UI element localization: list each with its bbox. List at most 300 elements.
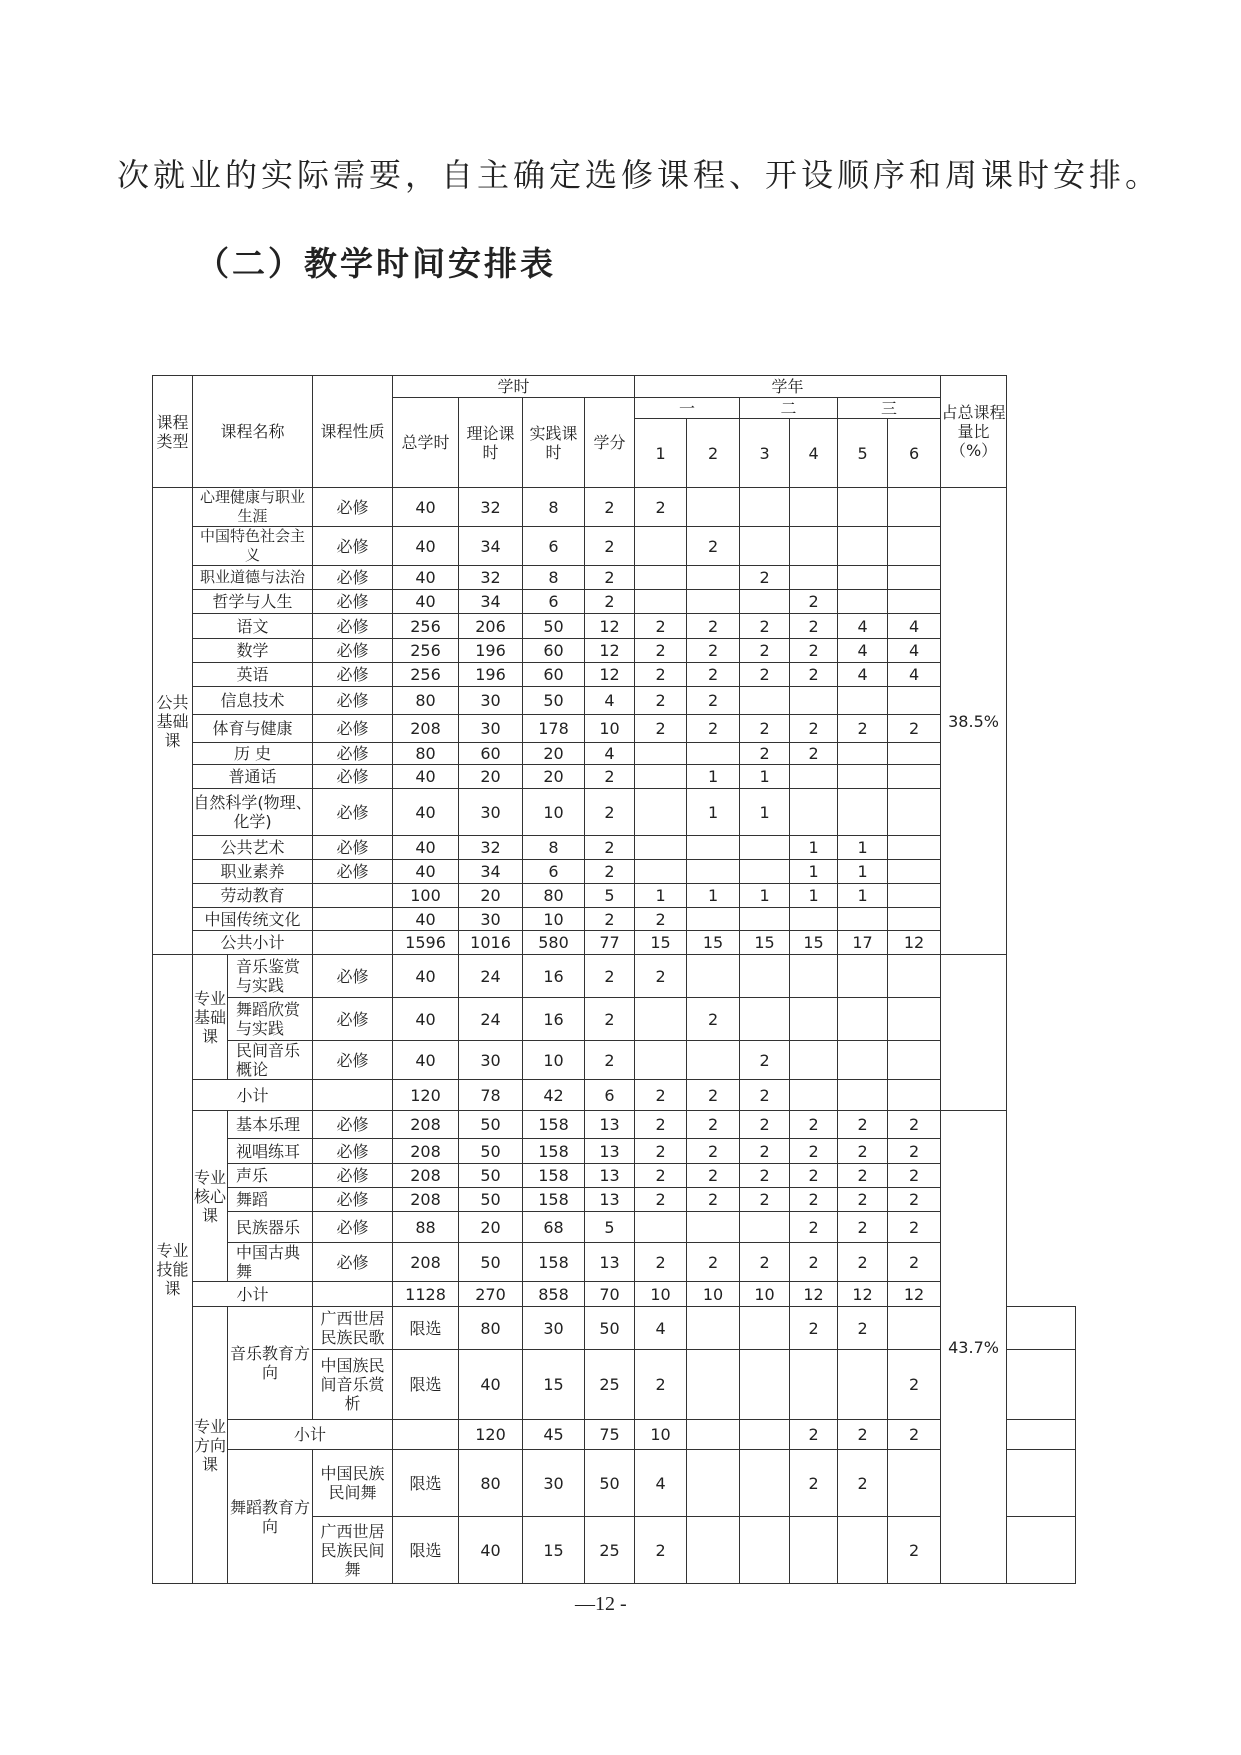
value-cell-s5 xyxy=(838,955,888,998)
table-row xyxy=(153,931,1076,955)
value-cell-theory: 32 xyxy=(459,836,523,860)
table-row xyxy=(153,663,1076,687)
value-cell-practice: 80 xyxy=(523,884,585,908)
course-name: 普通话 xyxy=(193,765,313,789)
value-cell-practice: 158 xyxy=(523,1188,585,1212)
course-nature xyxy=(313,908,393,931)
value-cell-s6 xyxy=(1007,1307,1076,1350)
value-cell-s3 xyxy=(740,590,790,614)
empty-cell xyxy=(313,1080,393,1111)
value-cell-total: 40 xyxy=(393,955,459,998)
value-cell-s4 xyxy=(838,1517,888,1584)
table-row xyxy=(153,376,1076,398)
value-cell-total: 80 xyxy=(459,1450,523,1517)
value-cell-s3: 2 xyxy=(740,614,790,639)
course-nature: 必修 xyxy=(313,1164,393,1188)
value-cell-s1: 1 xyxy=(635,884,687,908)
header-credits: 学分 xyxy=(585,398,635,488)
value-cell-s6: 2 xyxy=(888,715,941,743)
value-cell-theory: 50 xyxy=(459,1188,523,1212)
header-semester-2: 2 xyxy=(687,419,740,488)
value-cell-theory: 78 xyxy=(459,1080,523,1111)
table-row xyxy=(153,998,1076,1041)
value-cell-credit: 2 xyxy=(585,488,635,527)
header-theory-hours: 理论课时 xyxy=(459,398,523,488)
value-cell-s1 xyxy=(635,743,687,765)
section-title: （二）教学时间安排表 xyxy=(196,244,556,283)
value-cell-s2 xyxy=(687,908,740,931)
table-row xyxy=(153,1307,1076,1350)
value-cell-theory: 34 xyxy=(459,527,523,566)
schedule-body xyxy=(153,376,1076,1584)
value-cell-practice: 60 xyxy=(523,663,585,687)
course-nature: 必修 xyxy=(313,860,393,884)
value-cell-s2: 2 xyxy=(687,527,740,566)
course-nature: 必修 xyxy=(313,743,393,765)
value-cell-s4: 15 xyxy=(790,931,838,955)
table-row xyxy=(153,1041,1076,1080)
value-cell-total: 120 xyxy=(459,1420,523,1450)
value-cell-s2: 2 xyxy=(687,1111,740,1139)
value-cell-s3 xyxy=(740,527,790,566)
value-cell-s5 xyxy=(838,1041,888,1080)
value-cell-practice: 60 xyxy=(523,639,585,663)
intro-paragraph: 次就业的实际需要，自主确定选修课程、开设顺序和周课时安排。 xyxy=(117,156,1162,194)
value-cell-practice: 8 xyxy=(523,836,585,860)
value-cell-credit: 2 xyxy=(635,1350,687,1420)
empty-ratio-cell xyxy=(941,955,1007,1111)
value-cell-s6 xyxy=(1007,1517,1076,1584)
value-cell-s3: 1 xyxy=(740,884,790,908)
value-cell-practice: 42 xyxy=(523,1080,585,1111)
value-cell-s2: 2 xyxy=(687,1139,740,1164)
value-cell-theory: 32 xyxy=(459,488,523,527)
value-cell-s1: 2 xyxy=(635,955,687,998)
header-hours: 学时 xyxy=(393,376,635,398)
value-cell-s4: 2 xyxy=(838,1307,888,1350)
value-cell-s1 xyxy=(635,998,687,1041)
value-cell-theory: 196 xyxy=(459,639,523,663)
course-nature: 必修 xyxy=(313,998,393,1041)
value-cell-s1 xyxy=(687,1350,740,1420)
value-cell-s4 xyxy=(790,789,838,836)
header-semester-3: 3 xyxy=(740,419,790,488)
course-nature: 限选 xyxy=(393,1517,459,1584)
value-cell-s4 xyxy=(838,1350,888,1420)
table-row xyxy=(153,687,1076,715)
value-cell-theory: 50 xyxy=(459,1111,523,1139)
value-cell-s1: 2 xyxy=(635,614,687,639)
value-cell-s1: 2 xyxy=(635,908,687,931)
value-cell-s4 xyxy=(790,687,838,715)
value-cell-s1 xyxy=(635,566,687,590)
value-cell-s4: 2 xyxy=(790,614,838,639)
category-professional-skill: 专业技能课 xyxy=(153,955,193,1584)
value-cell-s3 xyxy=(740,836,790,860)
course-nature: 必修 xyxy=(313,614,393,639)
course-nature: 限选 xyxy=(393,1450,459,1517)
value-cell-s6: 12 xyxy=(888,931,941,955)
course-nature: 必修 xyxy=(313,955,393,998)
table-row xyxy=(153,488,1076,527)
value-cell-s2: 2 xyxy=(687,1080,740,1111)
value-cell-s5: 2 xyxy=(838,1188,888,1212)
value-cell-practice: 16 xyxy=(523,998,585,1041)
value-cell-theory: 50 xyxy=(459,1139,523,1164)
course-nature: 必修 xyxy=(313,639,393,663)
value-cell-s4 xyxy=(790,998,838,1041)
value-cell-s4: 2 xyxy=(790,639,838,663)
value-cell-s2 xyxy=(687,488,740,527)
value-cell-theory: 196 xyxy=(459,663,523,687)
table-row xyxy=(153,860,1076,884)
value-cell-s5: 1 xyxy=(838,884,888,908)
value-cell-s6 xyxy=(888,1080,941,1111)
value-cell-s2: 2 xyxy=(687,1188,740,1212)
course-nature: 必修 xyxy=(313,687,393,715)
value-cell-total: 208 xyxy=(393,1243,459,1282)
value-cell-s5 xyxy=(838,998,888,1041)
value-cell-practice: 50 xyxy=(523,614,585,639)
value-cell-s4: 12 xyxy=(790,1282,838,1307)
value-cell-credit: 12 xyxy=(585,639,635,663)
value-cell-s5: 4 xyxy=(838,639,888,663)
value-cell-s1: 2 xyxy=(635,1164,687,1188)
course-nature: 必修 xyxy=(313,1041,393,1080)
value-cell-s1: 2 xyxy=(635,1080,687,1111)
course-nature: 必修 xyxy=(313,1139,393,1164)
value-cell-credit: 13 xyxy=(585,1188,635,1212)
course-nature: 必修 xyxy=(313,715,393,743)
value-cell-s4: 2 xyxy=(790,590,838,614)
course-name: 体育与健康 xyxy=(193,715,313,743)
value-cell-practice: 10 xyxy=(523,789,585,836)
value-cell-s3: 2 xyxy=(790,1420,838,1450)
table-row xyxy=(153,884,1076,908)
value-cell-s3: 1 xyxy=(740,789,790,836)
value-cell-s6: 2 xyxy=(888,1212,941,1243)
course-name: 哲学与人生 xyxy=(193,590,313,614)
value-cell-s4: 2 xyxy=(790,1212,838,1243)
subcategory-professional-core: 专业核心课 xyxy=(193,1111,228,1282)
header-ratio: 占总课程量比（%） xyxy=(941,376,1007,488)
subcategory-professional-direction: 专业方向课 xyxy=(193,1307,228,1584)
value-cell-s5 xyxy=(838,1080,888,1111)
table-row xyxy=(153,1212,1076,1243)
value-cell-total: 40 xyxy=(393,590,459,614)
value-cell-practice: 50 xyxy=(523,687,585,715)
ratio-professional: 43.7% xyxy=(941,1111,1007,1584)
value-cell-s1 xyxy=(635,1041,687,1080)
value-cell-practice: 158 xyxy=(523,1243,585,1282)
value-cell-s2: 2 xyxy=(687,998,740,1041)
empty-cell xyxy=(393,1420,459,1450)
value-cell-s5 xyxy=(838,789,888,836)
value-cell-s5: 17 xyxy=(838,931,888,955)
value-cell-s1: 2 xyxy=(635,663,687,687)
value-cell-total: 80 xyxy=(393,743,459,765)
value-cell-credit: 2 xyxy=(635,1517,687,1584)
course-nature: 必修 xyxy=(313,527,393,566)
course-name: 劳动教育 xyxy=(193,884,313,908)
value-cell-s4: 2 xyxy=(790,663,838,687)
value-cell-practice: 8 xyxy=(523,488,585,527)
value-cell-credit: 2 xyxy=(585,955,635,998)
value-cell-s1: 15 xyxy=(635,931,687,955)
value-cell-s6: 2 xyxy=(888,1188,941,1212)
category-public-basic: 公共基础课 xyxy=(153,488,193,955)
value-cell-practice: 158 xyxy=(523,1111,585,1139)
value-cell-practice: 8 xyxy=(523,566,585,590)
value-cell-s6 xyxy=(1007,1420,1076,1450)
course-nature: 必修 xyxy=(313,663,393,687)
header-course-category: 课程类型 xyxy=(153,376,193,488)
value-cell-s6 xyxy=(888,590,941,614)
empty-cell xyxy=(313,1282,393,1307)
value-cell-s4 xyxy=(790,1041,838,1080)
course-name: 广西世居民族民间舞 xyxy=(313,1517,393,1584)
value-cell-theory: 270 xyxy=(459,1282,523,1307)
value-cell-total: 100 xyxy=(393,884,459,908)
subcategory-professional-basic: 专业基础课 xyxy=(193,955,228,1080)
value-cell-total: 208 xyxy=(393,1111,459,1139)
value-cell-practice: 20 xyxy=(523,765,585,789)
course-name: 基本乐理 xyxy=(228,1111,313,1139)
value-cell-s3: 2 xyxy=(790,1450,838,1517)
value-cell-total: 40 xyxy=(393,998,459,1041)
value-cell-credit: 2 xyxy=(585,789,635,836)
value-cell-s1: 2 xyxy=(635,1139,687,1164)
value-cell-total: 80 xyxy=(393,687,459,715)
course-nature: 必修 xyxy=(313,1212,393,1243)
value-cell-s6 xyxy=(888,860,941,884)
value-cell-s5: 2 xyxy=(838,1212,888,1243)
value-cell-s3 xyxy=(740,687,790,715)
value-cell-s3: 2 xyxy=(740,1111,790,1139)
course-name: 舞蹈欣赏与实践 xyxy=(228,998,313,1041)
table-row xyxy=(153,1450,1076,1517)
value-cell-s5: 2 xyxy=(888,1420,941,1450)
value-cell-s6 xyxy=(888,743,941,765)
value-cell-total: 208 xyxy=(393,1164,459,1188)
value-cell-s3 xyxy=(740,488,790,527)
value-cell-total: 40 xyxy=(393,1041,459,1080)
value-cell-practice: 25 xyxy=(585,1350,635,1420)
value-cell-s3: 2 xyxy=(740,715,790,743)
value-cell-s3: 10 xyxy=(740,1282,790,1307)
value-cell-credit: 13 xyxy=(585,1111,635,1139)
value-cell-s2: 1 xyxy=(687,884,740,908)
value-cell-credit: 2 xyxy=(585,566,635,590)
value-cell-credit: 12 xyxy=(585,614,635,639)
table-row xyxy=(153,1420,1076,1450)
header-year-1: 一 xyxy=(635,398,740,419)
value-cell-s5: 4 xyxy=(838,614,888,639)
value-cell-theory: 30 xyxy=(523,1307,585,1350)
value-cell-s3: 2 xyxy=(790,1307,838,1350)
value-cell-s3 xyxy=(740,998,790,1041)
value-cell-s2: 1 xyxy=(687,765,740,789)
value-cell-s6 xyxy=(888,765,941,789)
value-cell-s2 xyxy=(687,590,740,614)
value-cell-s4: 2 xyxy=(790,1139,838,1164)
value-cell-practice: 178 xyxy=(523,715,585,743)
value-cell-credit: 2 xyxy=(585,908,635,931)
value-cell-credit: 5 xyxy=(585,1212,635,1243)
value-cell-s2: 2 xyxy=(687,639,740,663)
value-cell-credit: 13 xyxy=(585,1164,635,1188)
table-row xyxy=(153,743,1076,765)
value-cell-s4 xyxy=(790,527,838,566)
value-cell-s3 xyxy=(790,1350,838,1420)
value-cell-s2: 2 xyxy=(687,715,740,743)
value-cell-s6 xyxy=(888,1041,941,1080)
value-cell-s2 xyxy=(687,566,740,590)
value-cell-s6 xyxy=(888,789,941,836)
value-cell-credit: 10 xyxy=(635,1420,687,1450)
value-cell-credit: 2 xyxy=(585,527,635,566)
value-cell-theory: 1016 xyxy=(459,931,523,955)
table-row xyxy=(153,789,1076,836)
header-year-3: 三 xyxy=(838,398,941,419)
value-cell-s2 xyxy=(740,1307,790,1350)
value-cell-s3: 2 xyxy=(740,743,790,765)
value-cell-s4: 1 xyxy=(790,860,838,884)
value-cell-theory: 60 xyxy=(459,743,523,765)
value-cell-practice: 68 xyxy=(523,1212,585,1243)
value-cell-s6 xyxy=(888,488,941,527)
course-nature: 必修 xyxy=(313,488,393,527)
course-name: 自然科学(物理、化学) xyxy=(193,789,313,836)
course-name: 语文 xyxy=(193,614,313,639)
course-nature: 必修 xyxy=(313,1243,393,1282)
value-cell-s5: 4 xyxy=(838,663,888,687)
value-cell-s1: 2 xyxy=(635,488,687,527)
value-cell-s1: 2 xyxy=(635,715,687,743)
value-cell-s5: 2 xyxy=(838,1243,888,1282)
value-cell-s1 xyxy=(635,765,687,789)
value-cell-s5 xyxy=(838,488,888,527)
value-cell-s2: 2 xyxy=(687,687,740,715)
value-cell-s6 xyxy=(888,836,941,860)
value-cell-credit: 4 xyxy=(585,743,635,765)
course-nature: 必修 xyxy=(313,590,393,614)
value-cell-credit: 77 xyxy=(585,931,635,955)
value-cell-s6: 4 xyxy=(888,663,941,687)
value-cell-s5: 2 xyxy=(838,715,888,743)
value-cell-total: 256 xyxy=(393,639,459,663)
value-cell-s2 xyxy=(687,1212,740,1243)
value-cell-s2 xyxy=(740,1450,790,1517)
header-academic-year: 学年 xyxy=(635,376,941,398)
table-row xyxy=(153,639,1076,663)
value-cell-credit: 2 xyxy=(585,860,635,884)
value-cell-total: 208 xyxy=(393,1188,459,1212)
value-cell-practice: 6 xyxy=(523,527,585,566)
course-nature: 必修 xyxy=(313,566,393,590)
value-cell-total: 256 xyxy=(393,614,459,639)
value-cell-s5: 1 xyxy=(838,860,888,884)
course-name: 民间音乐概论 xyxy=(228,1041,313,1080)
value-cell-s1 xyxy=(687,1307,740,1350)
value-cell-s1 xyxy=(635,789,687,836)
value-cell-s5: 2 xyxy=(888,1350,941,1420)
value-cell-total: 256 xyxy=(393,663,459,687)
value-cell-s1 xyxy=(635,590,687,614)
value-cell-s1: 2 xyxy=(635,1111,687,1139)
course-name: 音乐鉴赏与实践 xyxy=(228,955,313,998)
ratio-public: 38.5% xyxy=(941,488,1007,955)
value-cell-s3: 2 xyxy=(740,1080,790,1111)
direction-dance-education: 舞蹈教育方向 xyxy=(228,1450,313,1584)
course-name: 数学 xyxy=(193,639,313,663)
value-cell-s3 xyxy=(740,955,790,998)
value-cell-theory: 32 xyxy=(459,566,523,590)
value-cell-s3: 2 xyxy=(740,566,790,590)
course-nature: 必修 xyxy=(313,789,393,836)
value-cell-total: 88 xyxy=(393,1212,459,1243)
table-row xyxy=(153,715,1076,743)
value-cell-credit: 4 xyxy=(585,687,635,715)
schedule-table xyxy=(152,375,1076,1584)
value-cell-s6 xyxy=(888,566,941,590)
value-cell-practice: 75 xyxy=(585,1420,635,1450)
value-cell-practice: 25 xyxy=(585,1517,635,1584)
value-cell-s4: 1 xyxy=(790,884,838,908)
value-cell-s1 xyxy=(635,1212,687,1243)
course-name: 中国古典舞 xyxy=(228,1243,313,1282)
value-cell-practice: 6 xyxy=(523,860,585,884)
header-semester-6: 6 xyxy=(888,419,941,488)
value-cell-s3: 15 xyxy=(740,931,790,955)
public-subtotal-label: 公共小计 xyxy=(193,931,313,955)
value-cell-total: 40 xyxy=(393,527,459,566)
table-row xyxy=(153,566,1076,590)
table-row xyxy=(153,1188,1076,1212)
value-cell-s3: 2 xyxy=(740,1243,790,1282)
value-cell-s3 xyxy=(740,908,790,931)
value-cell-theory: 20 xyxy=(459,765,523,789)
value-cell-practice: 16 xyxy=(523,955,585,998)
value-cell-total: 40 xyxy=(393,488,459,527)
value-cell-theory: 45 xyxy=(523,1420,585,1450)
value-cell-s4 xyxy=(790,1080,838,1111)
value-cell-s2 xyxy=(687,1041,740,1080)
direction-music-education: 音乐教育方向 xyxy=(228,1307,313,1420)
value-cell-theory: 20 xyxy=(459,884,523,908)
table-row xyxy=(153,908,1076,931)
value-cell-s6 xyxy=(888,884,941,908)
value-cell-s2 xyxy=(740,1350,790,1420)
value-cell-credit: 2 xyxy=(585,765,635,789)
course-name: 中国族民间音乐赏析 xyxy=(313,1350,393,1420)
value-cell-s4: 2 xyxy=(790,1243,838,1282)
value-cell-total: 80 xyxy=(459,1307,523,1350)
value-cell-credit: 4 xyxy=(635,1307,687,1350)
value-cell-s4 xyxy=(790,488,838,527)
value-cell-credit: 12 xyxy=(585,663,635,687)
value-cell-practice: 158 xyxy=(523,1164,585,1188)
course-nature: 必修 xyxy=(313,836,393,860)
value-cell-s2: 2 xyxy=(687,1243,740,1282)
page-number: —12 - xyxy=(575,1593,627,1615)
value-cell-s2: 2 xyxy=(687,663,740,687)
value-cell-total: 40 xyxy=(459,1350,523,1420)
table-row xyxy=(153,1139,1076,1164)
value-cell-s2: 10 xyxy=(687,1282,740,1307)
value-cell-theory: 20 xyxy=(459,1212,523,1243)
table-row xyxy=(153,955,1076,998)
